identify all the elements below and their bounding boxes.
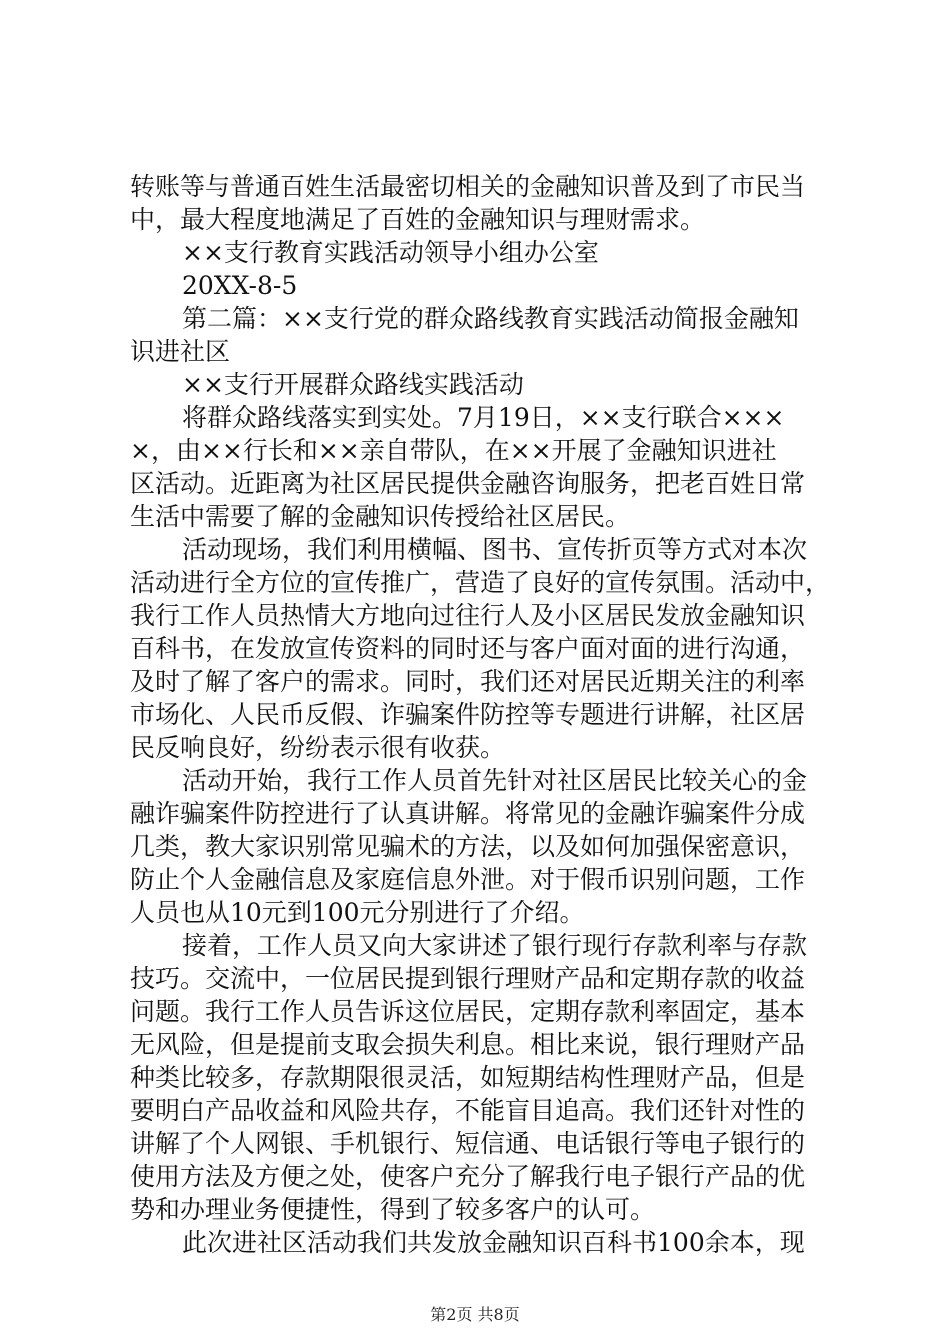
text-line: 将群众路线落实到实处。7月19日，××支行联合××× xyxy=(182,403,785,432)
text-line: 几类，教大家识别常见骗术的方法，以及如何加强保密意识， xyxy=(130,832,806,861)
document-body xyxy=(130,170,830,1259)
text-line: 无风险，但是提前支取会损失利息。相比来说，银行理财产品 xyxy=(130,1030,806,1059)
article-title: ××支行开展群众路线实践活动 xyxy=(182,370,524,399)
page-number-footer: 第2页 共8页 xyxy=(430,1305,520,1324)
text-line: 融诈骗案件防控进行了认真讲解。将常见的金融诈骗案件分成 xyxy=(130,799,806,828)
text-line: 此次进社区活动我们共发放金融知识百科书100余本，现 xyxy=(182,1228,805,1257)
section-heading-continued: 识进社区 xyxy=(130,337,231,366)
text-line: 我行工作人员热情大方地向过往行人及小区居民发放金融知识 xyxy=(130,601,806,630)
text-line: 区活动。近距离为社区居民提供金融咨询服务，把老百姓日常 xyxy=(130,469,806,498)
text-line: 及时了解了客户的需求。同时，我们还对居民近期关注的利率 xyxy=(130,667,806,696)
text-line: 势和办理业务便捷性，得到了较多客户的认可。 xyxy=(130,1195,656,1224)
text-line: ×，由××行长和××亲自带队，在××开展了金融知识进社 xyxy=(130,436,777,465)
text-line: 活动现场，我们利用横幅、图书、宣传折页等方式对本次 xyxy=(182,535,808,564)
text-line: 使用方法及方便之处，使客户充分了解我行电子银行产品的优 xyxy=(130,1162,806,1191)
text-line: 百科书，在发放宣传资料的同时还与客户面对面的进行沟通， xyxy=(130,634,806,663)
section-heading: 第二篇：××支行党的群众路线教育实践活动简报金融知 xyxy=(182,304,799,333)
text-line: 讲解了个人网银、手机银行、短信通、电话银行等电子银行的 xyxy=(130,1129,806,1158)
text-line: 防止个人金融信息及家庭信息外泄。对于假币识别问题，工作 xyxy=(130,865,806,894)
text-line: 问题。我行工作人员告诉这位居民，定期存款利率固定，基本 xyxy=(130,997,806,1026)
text-line: 要明白产品收益和风险共存，不能盲目追高。我们还针对性的 xyxy=(130,1096,806,1125)
text-line: 市场化、人民币反假、诈骗案件防控等专题进行讲解，社区居 xyxy=(130,700,806,729)
office-signature: ××支行教育实践活动领导小组办公室 xyxy=(182,238,599,267)
text-line: 活动进行全方位的宣传推广，营造了良好的宣传氛围。活动中， xyxy=(130,568,830,597)
text-line: 中，最大程度地满足了百姓的金融知识与理财需求。 xyxy=(130,205,706,234)
text-line: 生活中需要了解的金融知识传授给社区居民。 xyxy=(130,502,631,531)
text-line: 人员也从10元到100元分别进行了介绍。 xyxy=(130,898,585,927)
text-line: 接着，工作人员又向大家讲述了银行现行存款利率与存款 xyxy=(182,931,808,960)
text-line: 转账等与普通百姓生活最密切相关的金融知识普及到了市民当 xyxy=(130,172,806,201)
text-line: 活动开始，我行工作人员首先针对社区居民比较关心的金 xyxy=(182,766,808,795)
document-date: 20XX-8-5 xyxy=(182,271,298,300)
text-line: 种类比较多，存款期限很灵活，如短期结构性理财产品，但是 xyxy=(130,1063,806,1092)
text-line: 技巧。交流中，一位居民提到银行理财产品和定期存款的收益 xyxy=(130,964,806,993)
text-line: 民反响良好，纷纷表示很有收获。 xyxy=(130,733,506,762)
